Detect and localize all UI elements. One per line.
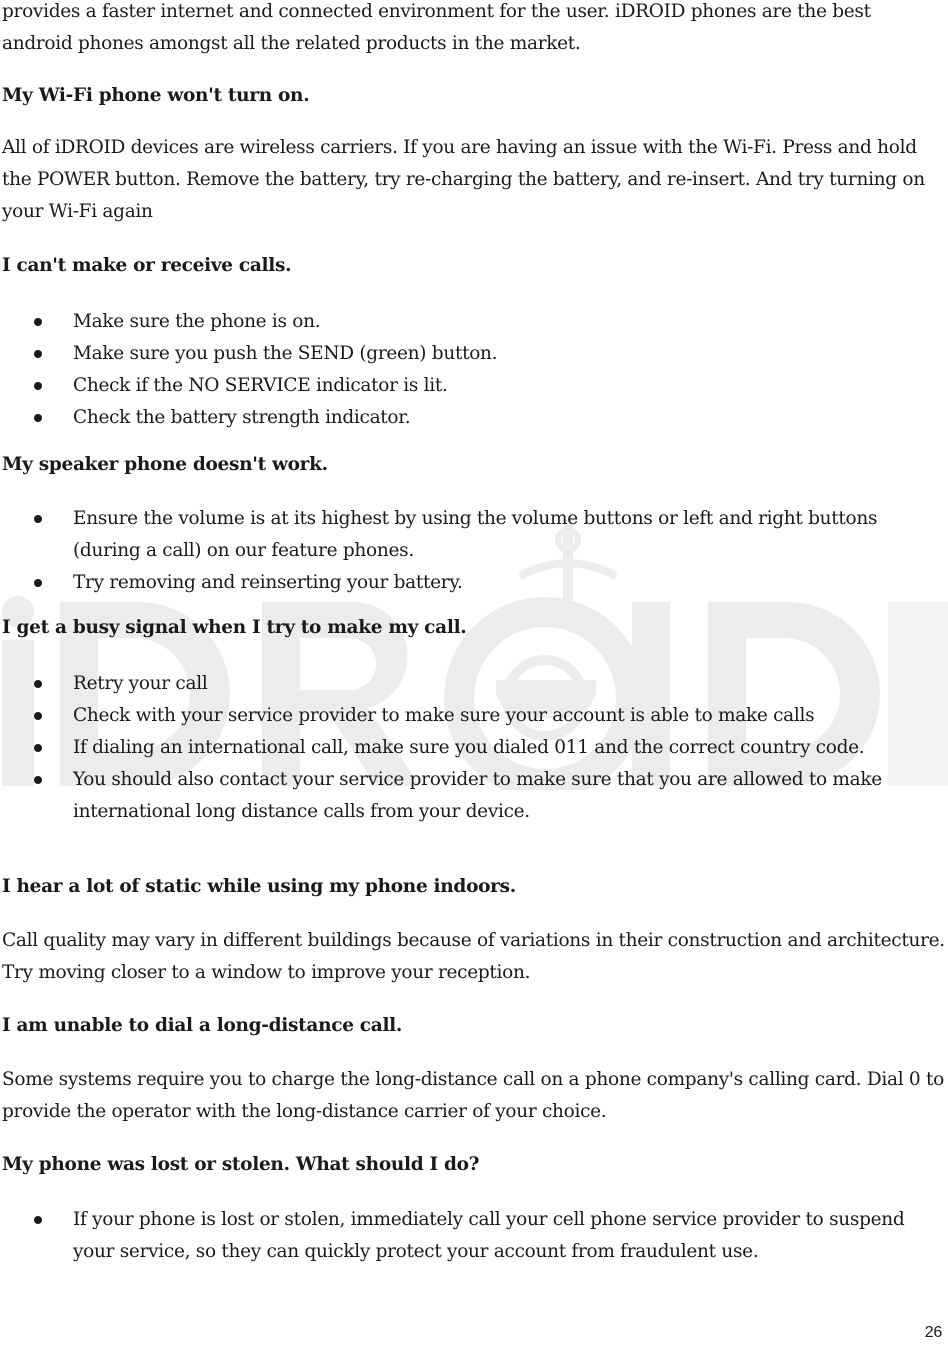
paragraph-wifi: All of iDROID devices are wireless carriers. If you are having an issue with the Wi-Fi. Press and hold the POWER button. Remove the battery, try re-charging the battery, and re-insert. And try turning on your Wi-Fi again bbox=[2, 137, 925, 222]
heading-longdistance: I am unable to dial a long-distance call. bbox=[2, 1015, 403, 1036]
list-item: Ensure the volume is at its highest by using the volume buttons or left and right buttons (during a call) on our feature phones. bbox=[2, 503, 946, 567]
list-item: If dialing an international call, make sure you dialed 011 and the correct country code. bbox=[2, 732, 946, 764]
bullet-icon bbox=[34, 318, 42, 326]
bullet-icon bbox=[34, 680, 42, 688]
list-item: Retry your call bbox=[2, 668, 946, 700]
list-item: Check with your service provider to make sure your account is able to make calls bbox=[2, 700, 946, 732]
list-busy bbox=[2, 668, 946, 828]
intro-paragraph: provides a faster internet and connected environment for the user. iDROID phones are the best android phones amongst all the related products in the market. bbox=[2, 1, 871, 54]
list-item: You should also contact your service provider to make sure that you are allowed to make international long distance calls from your device. bbox=[2, 764, 946, 828]
list-item: Make sure the phone is on. bbox=[2, 306, 946, 338]
heading-busy: I get a busy signal when I try to make my call. bbox=[2, 617, 467, 638]
list-item: If your phone is lost or stolen, immediately call your cell phone service provider to suspend your service, so they can quickly protect your account from fraudulent use. bbox=[2, 1204, 946, 1268]
bullet-icon bbox=[34, 776, 42, 784]
bullet-icon bbox=[34, 350, 42, 358]
bullet-icon bbox=[34, 579, 42, 587]
list-calls bbox=[2, 306, 946, 434]
heading-speaker: My speaker phone doesn't work. bbox=[2, 454, 328, 475]
paragraph-longdistance: Some systems require you to charge the long-distance call on a phone company's calling card. Dial 0 to provide the operator with the long-distance carrier of your choice. bbox=[2, 1069, 944, 1122]
heading-static: I hear a lot of static while using my phone indoors. bbox=[2, 876, 516, 897]
bullet-icon bbox=[34, 515, 42, 523]
bullet-icon bbox=[34, 414, 42, 422]
heading-lost: My phone was lost or stolen. What should I do? bbox=[2, 1154, 480, 1175]
bullet-icon bbox=[34, 1216, 42, 1224]
list-item: Check if the NO SERVICE indicator is lit. bbox=[2, 370, 946, 402]
bullet-icon bbox=[34, 382, 42, 390]
paragraph-static: Call quality may vary in different buildings because of variations in their construction and architecture. Try moving closer to a window to improve your reception. bbox=[2, 930, 945, 983]
list-item: Try removing and reinserting your battery. bbox=[2, 567, 946, 599]
list-item: Check the battery strength indicator. bbox=[2, 402, 946, 434]
heading-wifi: My Wi-Fi phone won't turn on. bbox=[2, 85, 310, 106]
bullet-icon bbox=[34, 744, 42, 752]
page-number: 26 bbox=[924, 1324, 942, 1341]
list-item: Make sure you push the SEND (green) button. bbox=[2, 338, 946, 370]
list-lost bbox=[2, 1204, 946, 1268]
list-speaker bbox=[2, 503, 946, 599]
bullet-icon bbox=[34, 712, 42, 720]
heading-calls: I can't make or receive calls. bbox=[2, 255, 292, 276]
